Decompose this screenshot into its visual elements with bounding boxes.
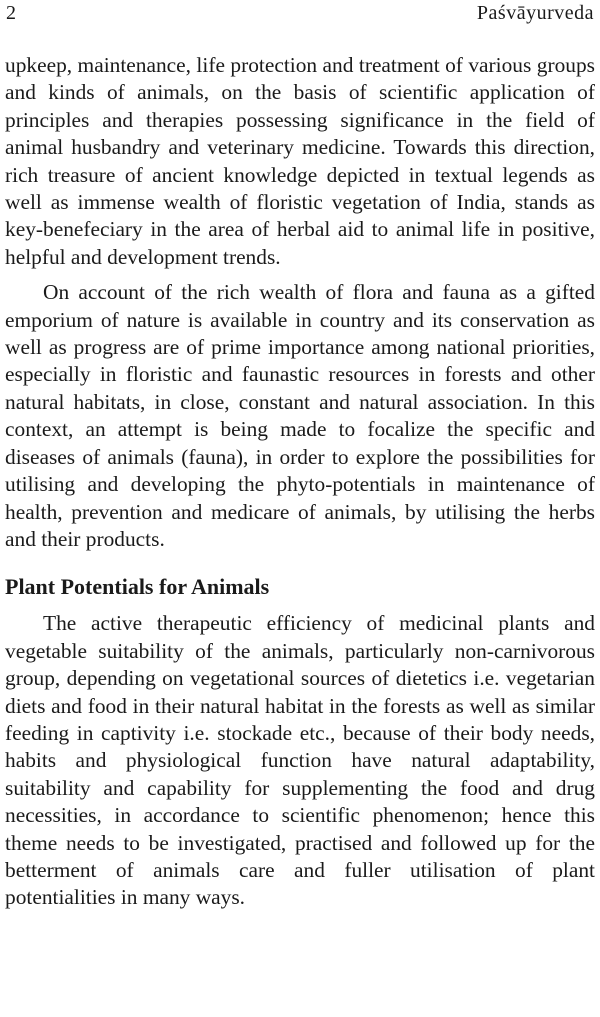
paragraph-flora-fauna: On account of the rich wealth of flora and fauna as a gifted emporium of nature is available in country and its conservation as well as progress are of prime importance among national priorities, especially in floristic and faunastic resources in forests and other natural habitats, in close, constant and natural association. In this context, an attempt is being made to focalize the specific and diseases of animals (fauna), in order to explore the possibilities for utilising and developing the phyto-potentials in maintenance of health, prevention and medicare of animals, by utilising the herbs and their products. — [5, 280, 595, 551]
running-title: Paśvāyurveda — [476, 2, 594, 24]
running-head — [6, 0, 594, 26]
body-text — [5, 52, 595, 912]
section-heading: Plant Potentials for Animals — [5, 574, 270, 600]
page-number: 2 — [6, 2, 16, 24]
paragraph-continued: upkeep, maintenance, life protection and treatment of various groups and kinds of animals, on the basis of scientific application of principles and therapies possessing significance in the field of animal husbandry and veterinary medicine. Towards this direction, rich treasure of ancient knowledge depicted in textual legends as well as immense wealth of floristic vegetation of India, stands as key-benefeciary in the area of herbal aid to animal life in positive, helpful and development trends. — [5, 53, 595, 269]
paragraph-therapeutic-efficiency: The active therapeutic efficiency of medicinal plants and vegetable suitability of the animals, particularly non-carnivorous group, depending on vegetational sources of dietetics i.e. vegetarian diets and food in their natural habitat in the forests as well as similar feeding in captivity i.e. stockade etc., because of their body needs, habits and physiological function have natural adaptability, suitability and capability for supplementing the food and drug necessities, in accordance to scientific phenomenon; hence this theme needs to be investigated, practised and followed up for the betterment of animals care and fuller utilisation of plant potentialities in many ways. — [5, 611, 595, 910]
